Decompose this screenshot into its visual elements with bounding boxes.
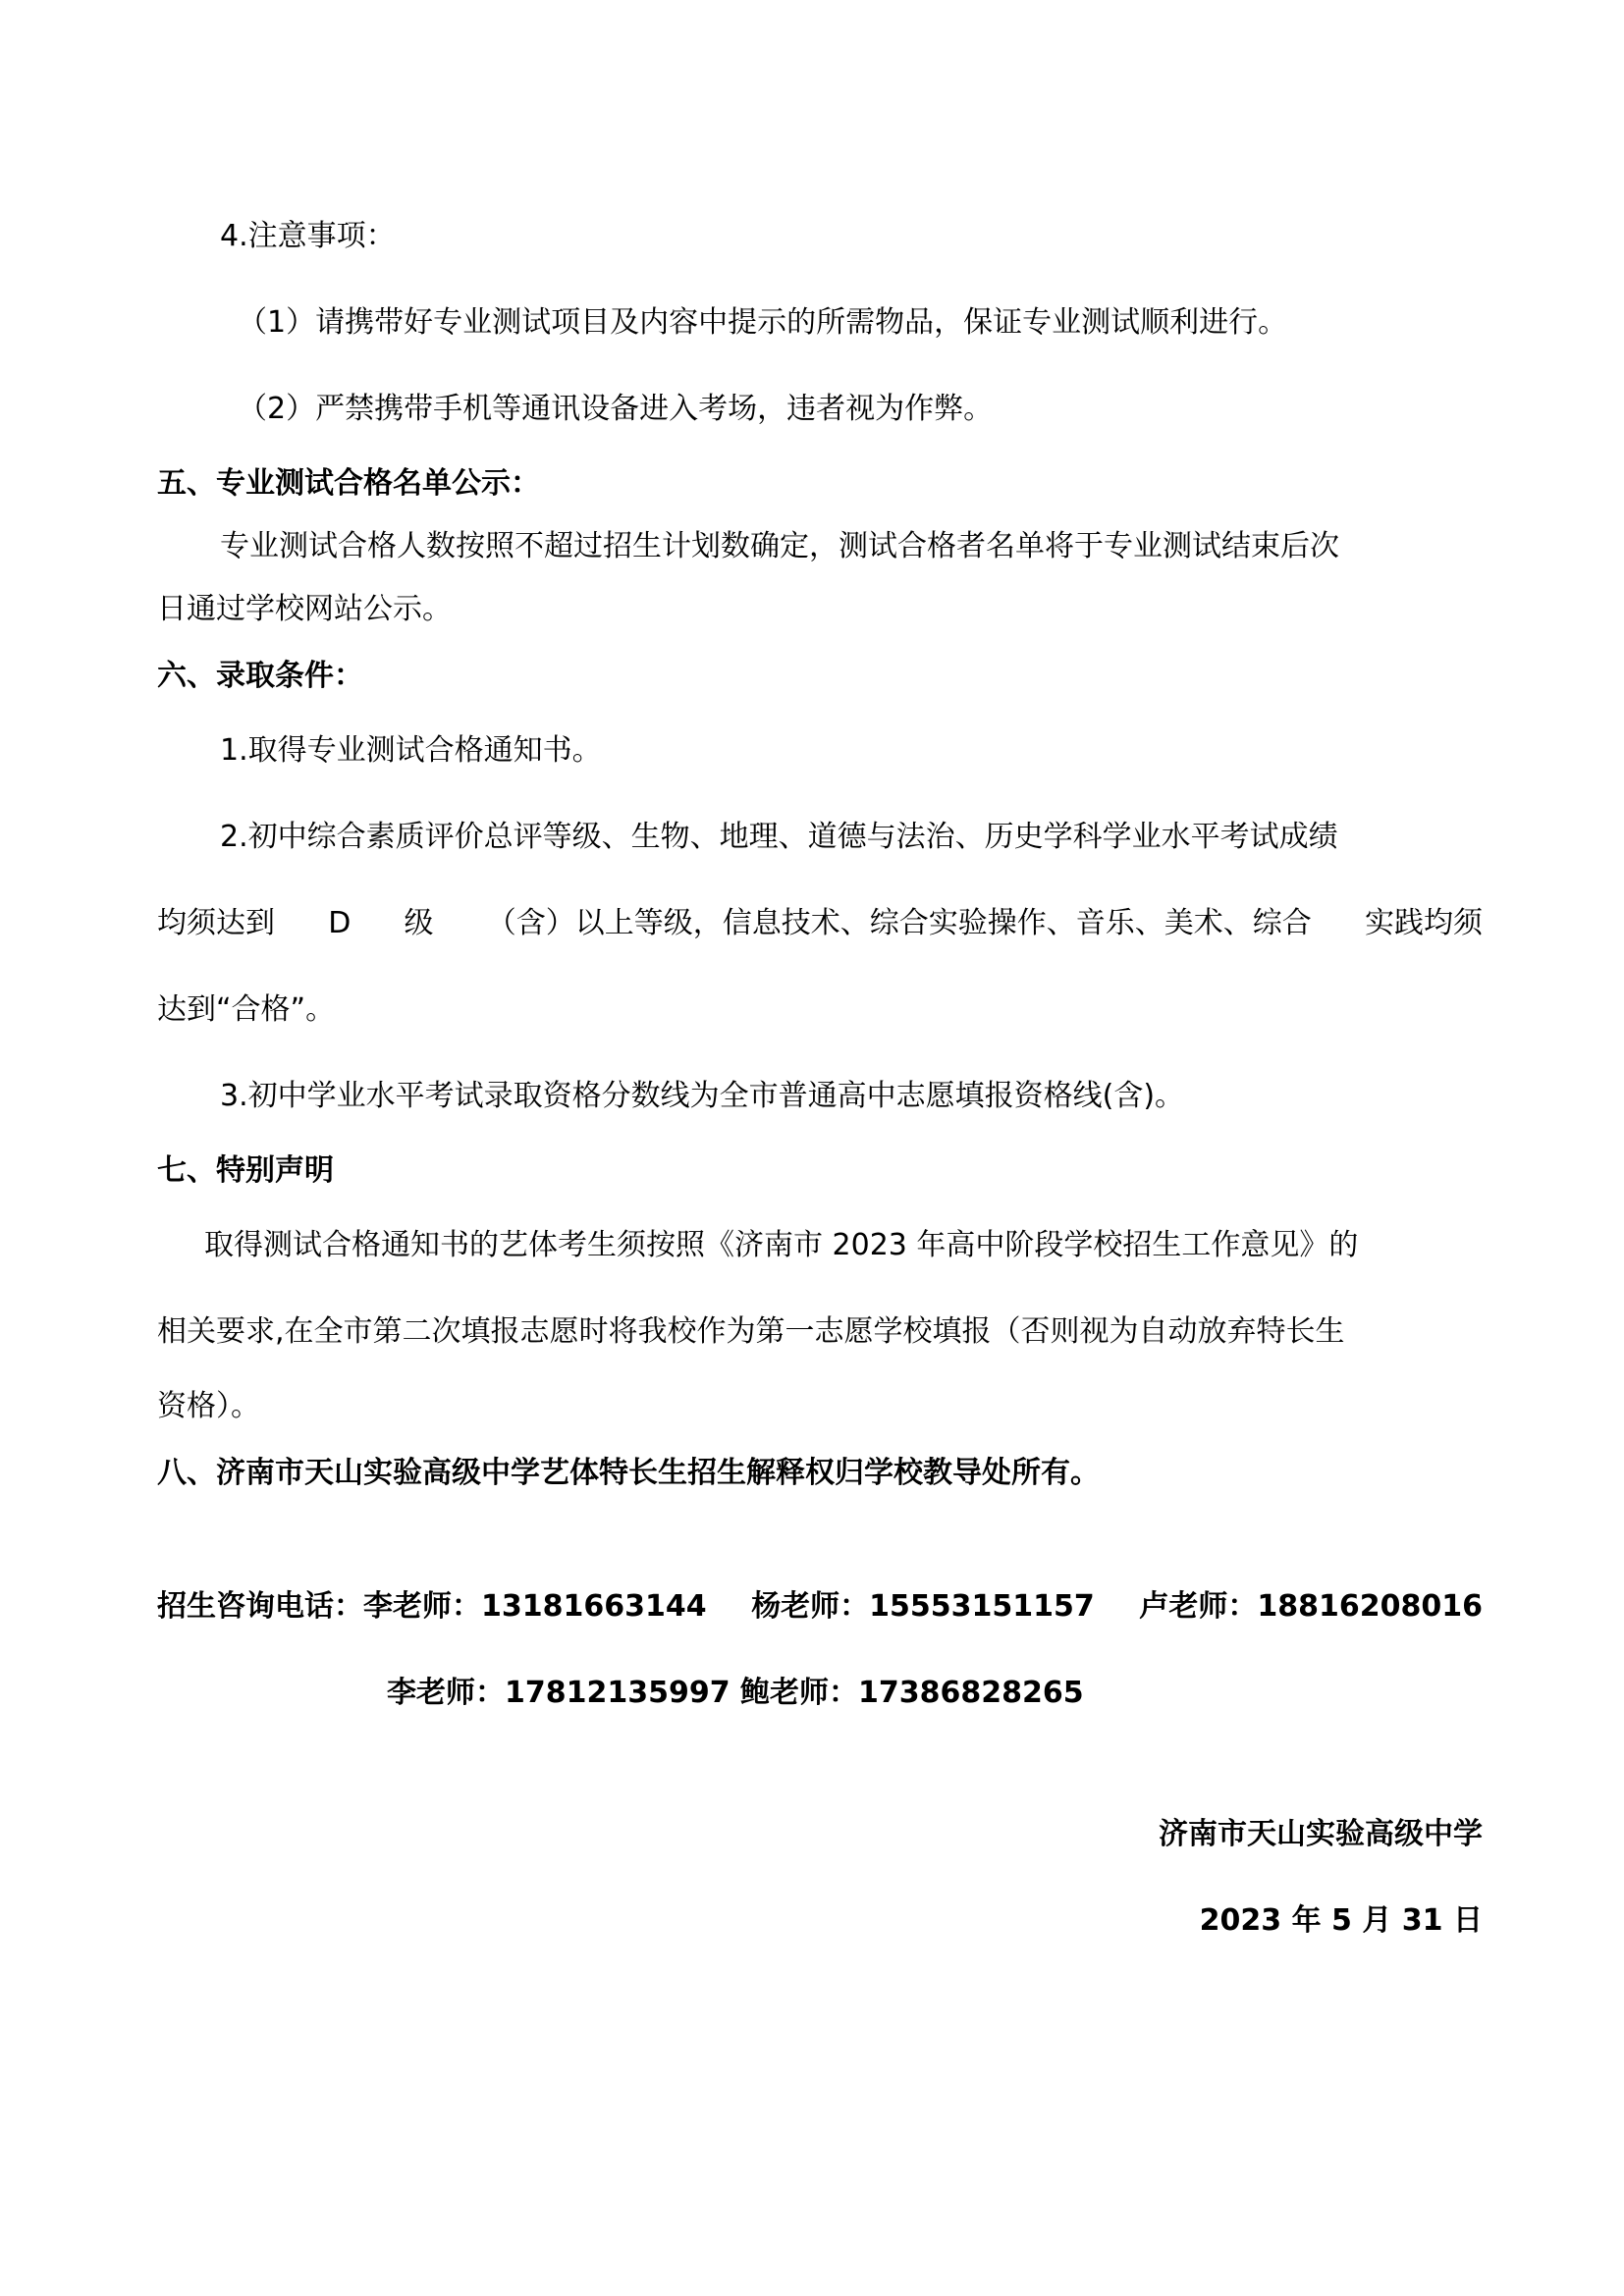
section-6-item-1: 1.取得专业测试合格通知书。 — [220, 733, 602, 768]
notes-item-2: （2）严禁携带手机等通讯设备进入考场，违者视为作弊。 — [238, 392, 994, 426]
signature-org: 济南市天山实验高级中学 — [1159, 1817, 1483, 1851]
section-7-heading: 七、特别声明 — [157, 1153, 334, 1188]
contact-lu: 卢老师：18816208016 — [1139, 1589, 1483, 1624]
section-6-item-3: 3.初中学业水平考试录取资格分数线为全市普通高中志愿填报资格线(含)。 — [220, 1079, 1185, 1113]
item-2-part-5: 实践均须 — [1364, 906, 1483, 940]
section-6-item-2-line-2 — [157, 904, 1483, 943]
section-5-paragraph-line-2: 日通过学校网站公示。 — [157, 592, 452, 626]
item-2-part-2: D — [328, 906, 352, 940]
notes-title: 4.注意事项： — [220, 219, 396, 253]
notes-item-1: （1）请携带好专业测试项目及内容中提示的所需物品，保证专业测试顺利进行。 — [238, 305, 1288, 340]
item-2-part-3: 级 — [404, 906, 434, 940]
section-5-heading: 五、专业测试合格名单公示： — [157, 466, 540, 501]
item-2-part-1: 均须达到 — [157, 906, 275, 940]
contact-li-1: 招生咨询电话：李老师：13181663144 — [157, 1589, 707, 1624]
section-8-heading: 八、济南市天山实验高级中学艺体特长生招生解释权归学校教导处所有。 — [157, 1456, 1100, 1490]
signature-date: 2023 年 5 月 31 日 — [1199, 1903, 1483, 1938]
section-6-item-2-line-3: 达到“合格”。 — [157, 992, 336, 1027]
section-6-item-2-line-1: 2.初中综合素质评价总评等级、生物、地理、道德与法治、历史学科学业水平考试成绩 — [220, 820, 1338, 854]
contact-yang: 杨老师：15553151157 — [751, 1589, 1095, 1624]
item-2-part-4: （含）以上等级，信息技术、综合实验操作、音乐、美术、综合 — [486, 906, 1312, 940]
contact-row-2: 李老师：17812135997 鲍老师：17386828265 — [387, 1676, 1084, 1710]
section-5-paragraph-line-1: 专业测试合格人数按照不超过招生计划数确定，测试合格者名单将于专业测试结束后次 — [220, 529, 1339, 563]
section-7-paragraph-line-3: 资格）。 — [157, 1389, 260, 1423]
section-7-paragraph-line-2: 相关要求,在全市第二次填报志愿时将我校作为第一志愿学校填报（否则视为自动放弃特长生 — [157, 1314, 1345, 1349]
contact-row-1 — [157, 1587, 1483, 1627]
section-6-heading: 六、录取条件： — [157, 659, 363, 693]
section-7-paragraph-line-1: 取得测试合格通知书的艺体考生须按照《济南市 2023 年高中阶段学校招生工作意见》的 — [204, 1228, 1359, 1262]
